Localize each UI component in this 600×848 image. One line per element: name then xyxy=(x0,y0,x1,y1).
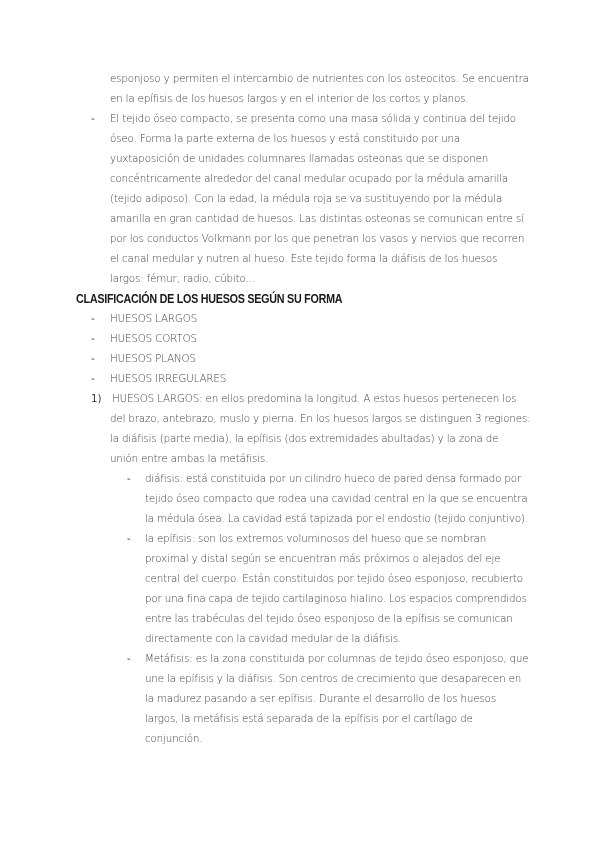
bullet-dash: - xyxy=(127,473,131,485)
para-compacto-line: concéntricamente alrededor del canal medular ocupado por la médula amarilla xyxy=(110,173,509,185)
para-compacto-line: largos: fémur, radio, cúbito... xyxy=(110,273,255,285)
list-item: HUESOS IRREGULARES xyxy=(110,373,227,385)
para-compacto-line: El tejido óseo compacto, se presenta como una masa sólida y continua del tejido xyxy=(110,113,516,125)
para-largos-line: del brazo, antebrazo, muslo y pierna. En los huesos largos se distinguen 3 regiones: xyxy=(110,413,531,425)
para-largos-line: HUESOS LARGOS: en ellos predomina la longitud. A estos huesos pertenecen los xyxy=(112,393,517,405)
bullet-dash: - xyxy=(127,533,131,545)
para-largos-line: unión entre ambas la metáfisis. xyxy=(110,453,269,465)
section-heading: CLASIFICACIÓN DE LOS HUESOS SEGÚN SU FORMA xyxy=(76,292,343,306)
bullet-dash: - xyxy=(91,353,95,365)
list-item: HUESOS CORTOS xyxy=(110,333,197,345)
para-epifisis-line: la epífisis: son los extremos voluminosos del hueso que se nombran xyxy=(145,533,487,545)
para-metafisis-line: largos, la metáfisis está separada de la epífisis por el cartílago de xyxy=(145,713,473,725)
para-epifisis-line: entre las trabéculas del tejido óseo esponjoso de la epífisis se comunican xyxy=(145,613,513,625)
para-metafisis-line: conjunción. xyxy=(145,733,203,745)
para-compacto-line: el canal medular y nutren al hueso. Este tejido forma la diáfisis de los huesos xyxy=(110,253,498,265)
para-compacto-line: por los conductos Volkmann por los que penetran los vasos y nervios que recorren xyxy=(110,233,525,245)
para-diafisis-line: tejido óseo compacto que rodea una cavidad central en la que se encuentra xyxy=(145,493,528,505)
para-epifisis-line: directamente con la cavidad medular de la diáfisis. xyxy=(145,633,402,645)
list-number: 1) xyxy=(91,393,102,405)
list-item: HUESOS PLANOS xyxy=(110,353,196,365)
para-metafisis-line: Metáfisis: es la zona constituida por columnas de tejido óseo esponjoso, que xyxy=(145,653,529,665)
para-epifisis-line: por una fina capa de tejido cartilaginoso hialino. Los espacios comprendidos xyxy=(145,593,527,605)
para-diafisis-line: la médula ósea. La cavidad está tapizada por el endostio (tejido conjuntivo). xyxy=(145,513,528,525)
list-item: HUESOS LARGOS xyxy=(110,313,198,325)
para-metafisis-line: une la epífisis y la diáfisis. Son centros de crecimiento que desaparecen en xyxy=(145,673,522,685)
bullet-dash: - xyxy=(91,313,95,325)
para-epifisis-line: proximal y distal según se encuentran más próximos o alejados del eje xyxy=(145,553,501,565)
bullet-dash: - xyxy=(91,373,95,385)
bullet-dash: - xyxy=(91,333,95,345)
para-compacto-line: óseo. Forma la parte externa de los huesos y está constituido por una xyxy=(110,133,461,145)
para-compacto-line: yuxtaposición de unidades columnares llamadas osteonas que se disponen xyxy=(110,153,489,165)
para-compacto-line: (tejido adiposo). Con la edad, la médula roja se va sustituyendo por la médula xyxy=(110,193,503,205)
para-metafisis-line: la madurez pasando a ser epífisis. Durante el desarrollo de los huesos xyxy=(145,693,497,705)
para-esponjoso-line: en la epífisis de los huesos largos y en el interior de los cortos y planos. xyxy=(110,93,469,105)
para-largos-line: la diáfisis (parte media), la epífisis (dos extremidades abultadas) y la zona de xyxy=(110,433,499,445)
para-diafisis-line: diáfisis: está constituida por un cilindro hueco de pared densa formado por xyxy=(145,473,522,485)
bullet-dash: - xyxy=(127,653,131,665)
bullet-dash: - xyxy=(91,113,95,125)
para-epifisis-line: central del cuerpo. Están constituidos por tejido óseo esponjoso, recubierto xyxy=(145,573,523,585)
para-compacto-line: amarilla en gran cantidad de huesos. Las distintas osteonas se comunican entre sí xyxy=(110,213,524,225)
para-esponjoso-line: esponjoso y permiten el intercambio de nutrientes con los osteocitos. Se encuentra xyxy=(110,73,529,85)
